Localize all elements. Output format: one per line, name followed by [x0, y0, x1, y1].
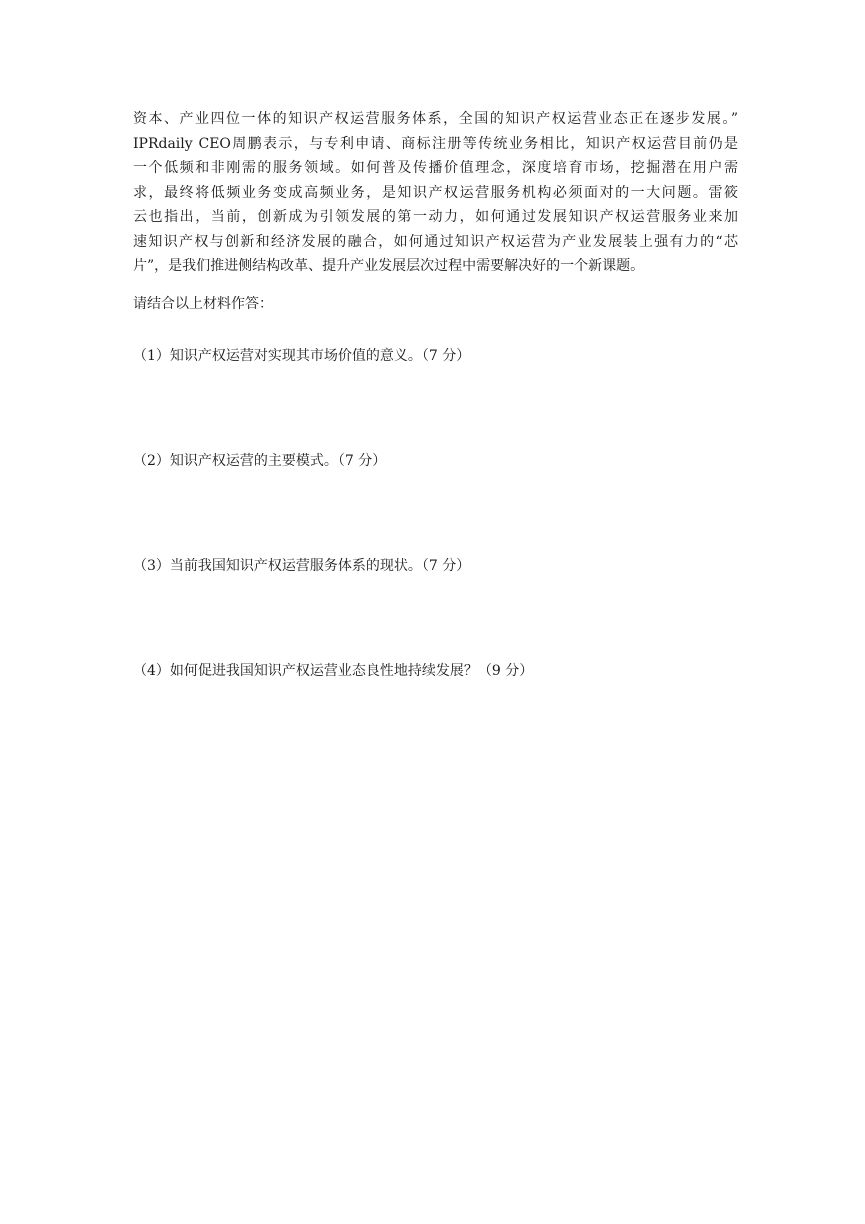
passage-line: 速知识产权与创新和经济发展的融合，如何通过知识产权运营为产业发展装上强有力的“芯	[133, 233, 738, 250]
reading-passage	[133, 107, 738, 279]
passage-line: 片”，是我们推进侧结构改革、提升产业发展层次过程中需要解决好的一个新课题。	[133, 258, 645, 274]
passage-line: 资本、产业四位一体的知识产权运营服务体系，全国的知识产权运营业态正在逐步发展。”	[133, 111, 738, 127]
passage-line: IPRdaily CEO周鹏表示，与专利申请、商标注册等传统业务相比，知识产权运营目前仍是	[133, 135, 738, 152]
question-3: （3）当前我国知识产权运营服务体系的现状。（7 分）	[133, 558, 471, 574]
passage-line: 一个低频和非刚需的服务领域。如何普及传播价值理念，深度培育市场，挖掘潜在用户需	[133, 160, 738, 176]
answer-prompt: 请结合以上材料作答：	[133, 296, 273, 312]
question-2: （2）知识产权运营的主要模式。（7 分）	[133, 453, 387, 469]
question-4: （4）如何促进我国知识产权运营业态良性地持续发展？（9 分）	[133, 663, 534, 679]
passage-line: 求，最终将低频业务变成高频业务，是知识产权运营服务机构必须面对的一大问题。雷筱	[133, 184, 738, 201]
passage-line: 云也指出，当前，创新成为引领发展的第一动力，如何通过发展知识产权运营服务业来加	[133, 209, 738, 225]
question-1: （1）知识产权运营对实现其市场价值的意义。（7 分）	[133, 348, 471, 364]
